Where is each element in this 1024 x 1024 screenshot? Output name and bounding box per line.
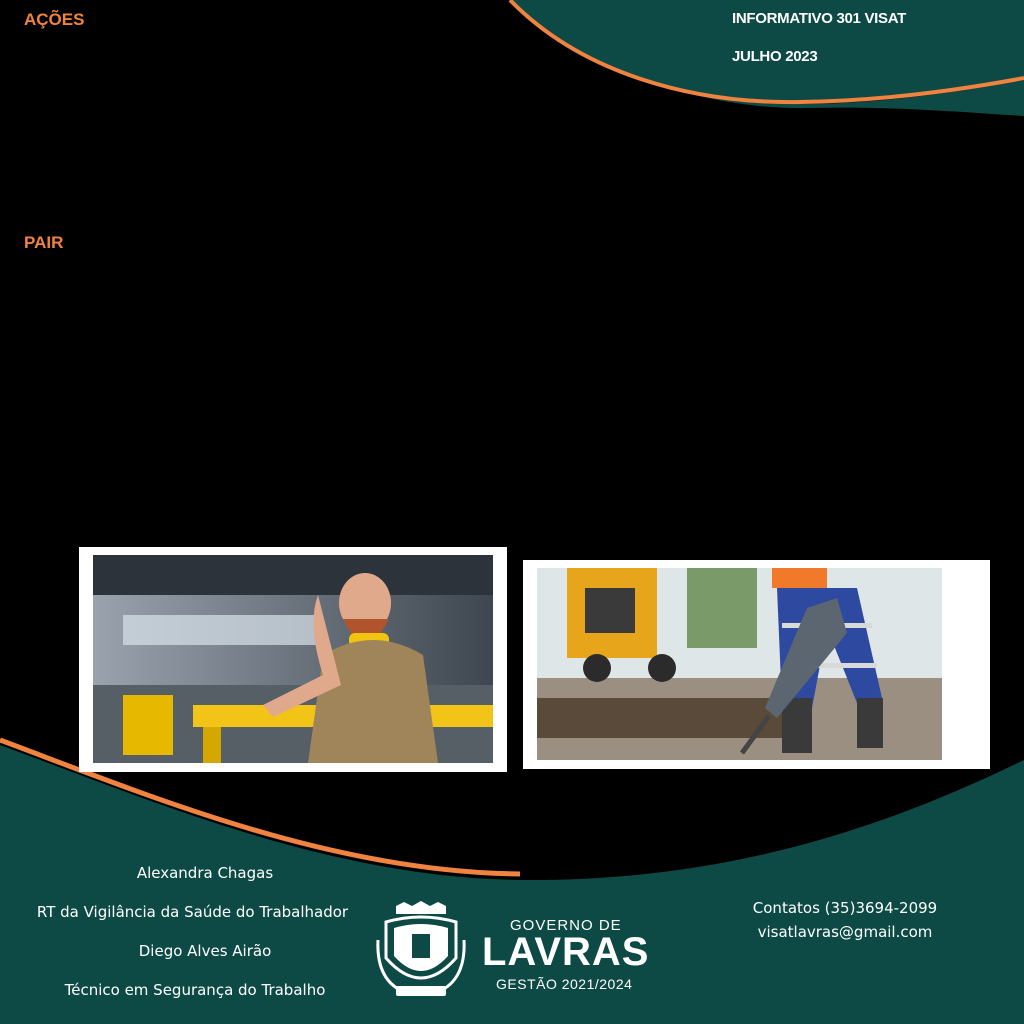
jackhammer-worker-icon [537,568,942,760]
gov-prefix: GOVERNO DE [510,917,622,934]
issue-label: INFORMATIVO 301 VISAT [732,10,907,27]
contact-phone: Contatos (35)3694-2099 [752,899,938,917]
person2-role: Técnico em Segurança do Trabalho [64,981,326,999]
person2-name: Diego Alves Airão [138,942,272,960]
person1-name: Alexandra Chagas [136,864,274,882]
issue-date: JULHO 2023 [732,48,818,65]
tired-worker-icon [93,555,493,763]
section-title-pair: PAIR [24,233,64,252]
jackhammer-worker-photo [523,560,990,769]
gov-term: GESTÃO 2021/2024 [496,976,633,992]
contact-email: visatlavras@gmail.com [757,923,933,941]
section-title-acoes: AÇÕES [24,10,85,29]
lavras-crest-icon [374,900,468,1000]
tired-worker-photo [79,547,507,772]
person1-role: RT da Vigilância da Saúde do Trabalhador [36,903,349,921]
gov-city: LAVRAS [482,930,650,974]
